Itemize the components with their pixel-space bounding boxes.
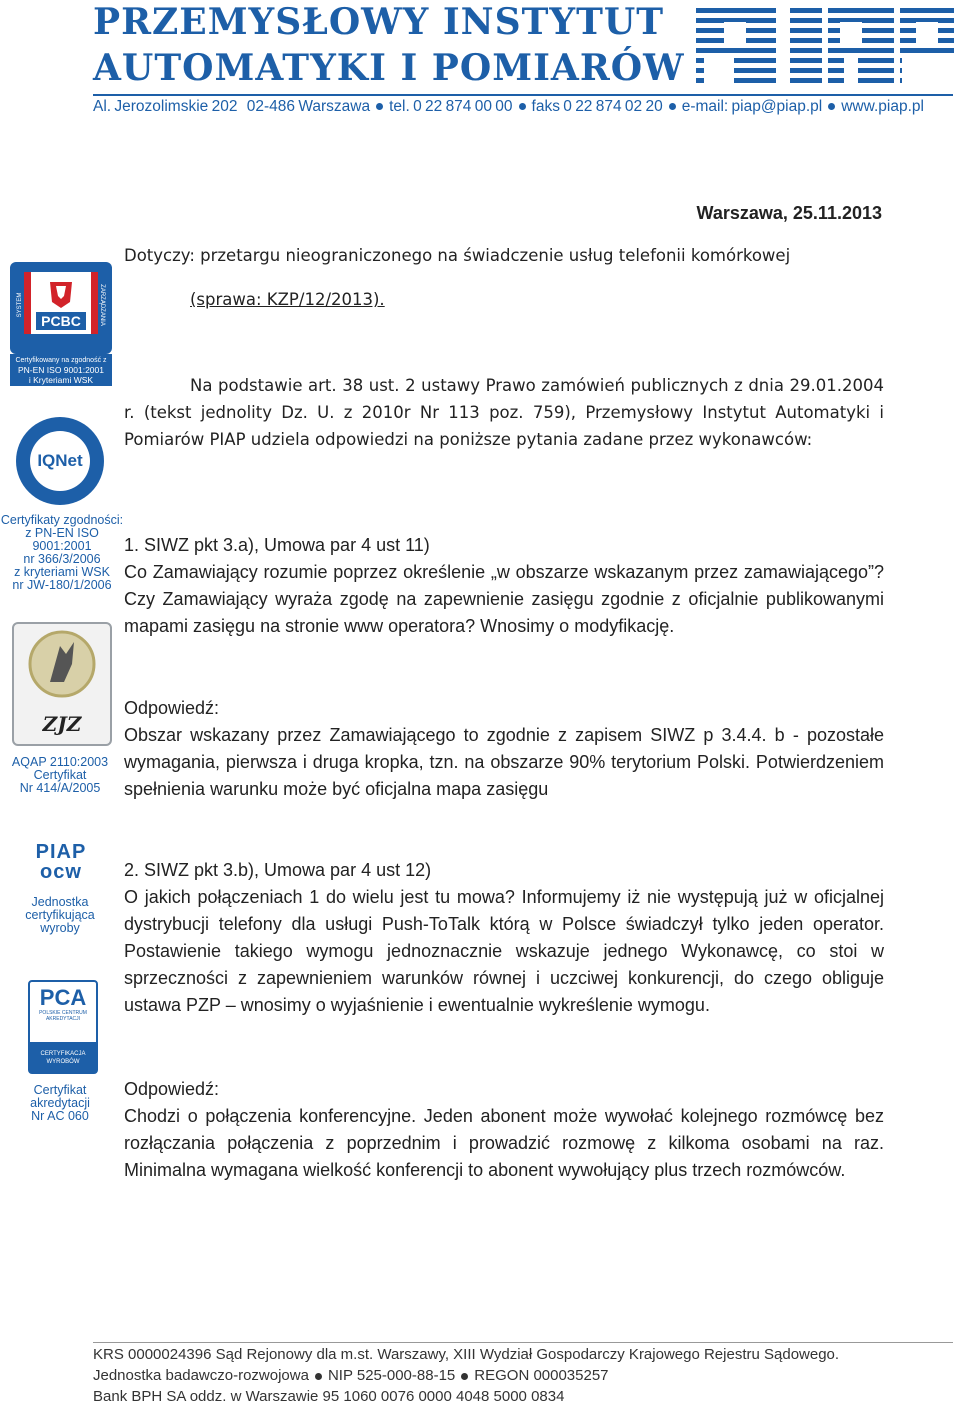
akred-line-2: akredytacji [30,1096,90,1110]
footer-nip: NIP 525-000-88-15 [327,1367,456,1384]
pcbc-caption-band [10,354,112,386]
pca-logo [28,980,98,1074]
akred-line-1: Certyfikat [33,1083,87,1097]
institute-name-line1: PRZEMYSŁOWY INSTYTUT [93,1,665,43]
cert-line-1: Certyfikaty zgodności: [0,513,124,527]
bullet-dot [461,1373,468,1380]
intro-paragraph: Na podstawie art. 38 ust. 2 ustawy Prawo zamówień publicznych z dnia 29.01.2004 r. (tekst jednolity Dz. U. z 2010r Nr 113 poz. 759), Przemysłowy Instytut Automatyki i Pomiarów PIAP udziela odpowiedzi na poniższe pytania zadane przez wykonawców: [124,376,884,449]
fax: faks 0 22 874 02 20 [531,98,663,115]
cert-line-5: nr JW-180/1/2006 [12,578,112,592]
jednostka-block [0,896,120,935]
pca-sub-2: AKREDYTACJI [45,1016,81,1022]
contact-line [93,98,924,116]
bullet-dot [669,103,676,110]
zjz-text: ZJZ [42,712,82,736]
aqap-line-1: AQAP 2110:2003 [11,755,109,769]
pcbc-side-left: SYSTEM [17,292,23,318]
akred-line-3: Nr AC 060 [31,1109,89,1123]
postal-code: 02-486 Warszawa [246,98,371,115]
piap-ocw-text-1: PIAP [35,841,87,863]
answer-1-text: Obszar wskazany przez Zamawiającego to zgodnie z zapisem SIWZ p 3.4.4. b - pozostałe wymagania, pierwsza i druga kropka, tzn. na obszarze 90% terytorium Polski. Potwierdzeniem spełnienia warunku może być oficjalna mapa zasięgu [124,725,884,799]
question-2-text: O jakich połączeniach 1 do wielu jest tu mowa? Informujemy iż nie występują już w oficjalnej dystrybucji telefony dla usługi Push-ToTalk którą w Polsce świadczył tylko jeden operator. Postawienie takiego wymogu jednoznacznie wskazuje jednego Wykonawcę, co stoi w sprzeczności z zapewnieniem warunków równej i uczciwej konkurencji, do czego obliguje ustawa PZP – wnosimy o wyjaśnienie i ewentualnie wykreślenie wymogu. [124,887,884,1015]
pcbc-side-right: ZARZĄDZANIA [99,284,105,326]
pcbc-caption-2: PN-EN ISO 9001:2001 [18,365,104,375]
subject-line-2: (sprawa: KZP/12/2013). [190,290,385,309]
jednostka-line-3: wyroby [40,921,80,935]
pcbc-logo [10,262,112,354]
aqap-line-2: Certyfikat [33,768,87,782]
bullet-dot [376,103,383,110]
piap-ocw-logo [28,842,94,886]
iqnet-logo [14,415,106,507]
iqnet-text: IQNet [37,451,83,470]
cert-line-4: z kryteriami WSK [14,565,110,579]
footer-rule [93,1342,953,1343]
footer-registration [93,1367,609,1384]
akredytacja-block [0,1084,120,1123]
jednostka-line-1: Jednostka [31,895,89,909]
bullet-dot [828,103,835,110]
question-1-text: Co Zamawiający rozumie poprzez określenie „w obszarze wskazanym przez zamawiającego”? Czy Zamawiający wyraża zgodę na zapewnienie zasięgu zgodnie z oficjalnie publikowanymi mapami zasięgu na stronie www operatora? Wnosimy o modyfikację. [124,562,884,636]
answer-1-label: Odpowiedź: [124,698,220,718]
answer-2-label: Odpowiedź: [124,1079,220,1099]
question-2-heading: 2. SIWZ pkt 3.b), Umowa par 4 ust 12) [124,860,432,880]
pcbc-caption-3: i Kryteriami WSK [28,375,94,385]
bullet-dot [315,1373,322,1380]
footer-bank: Bank BPH SA oddz. w Warszawie 95 1060 0076 0000 4048 5000 0834 [93,1388,565,1405]
answer-2-text: Chodzi o połączenia konferencyjne. Jeden abonent może wywołać kolejnego rozmówcę bez rozłączania połączenia z poprzednim i prowadzić rozmowę z kilkoma osobami na raz. Minimalna wymagana wielkość konferencji to abonent wywołujący plus trzech rozmówców. [124,1106,884,1180]
piap-ocw-text-2: ocw [40,861,82,883]
cert-line-3: nr 366/3/2006 [23,552,101,566]
address: Al. Jerozolimskie 202 [93,98,238,115]
pcbc-caption-1: Certyfikowany na zgodność z [15,357,107,364]
institute-name-line2: AUTOMATYKI I POMIARÓW [93,47,685,89]
subject-line-1: Dotyczy: przetargu nieograniczonego na świadczenie usług telefonii komórkowej [124,246,791,265]
pca-band [30,1042,96,1072]
cert-block [0,514,124,592]
pca-band-1: CERTYFIKACJA [40,1051,86,1057]
footer-krs: KRS 0000024396 Sąd Rejonowy dla m.st. Warszawy, XIII Wydział Gospodarczy Krajowego Rejestru Sądowego. [93,1346,840,1363]
aqap-block [0,756,120,795]
question-1-heading: 1. SIWZ pkt 3.a), Umowa par 4 ust 11) [124,535,430,555]
cert-line-2: z PN-EN ISO 9001:2001 [25,526,99,553]
header-rule [93,94,953,96]
pca-text: PCA [39,985,87,1010]
website-link[interactable]: www.piap.pl [841,98,924,115]
piap-logo [694,4,956,86]
footer-regon: REGON 000035257 [474,1367,609,1384]
letter-date: Warszawa, 25.11.2013 [696,203,882,223]
pca-sub-1: POLSKIE CENTRUM [39,1010,87,1016]
pcbc-text: PCBC [41,313,81,329]
zjz-logo [12,622,112,746]
jednostka-line-2: certyfikująca [25,908,95,922]
footer-unit-type: Jednostka badawczo-rozwojowa [93,1367,309,1384]
pca-band-2: WYROBÓW [46,1059,80,1065]
email-link[interactable]: e-mail: piap@piap.pl [681,98,823,115]
aqap-line-3: Nr 414/A/2005 [19,781,101,795]
telephone: tel. 0 22 874 00 00 [389,98,513,115]
bullet-dot [519,103,526,110]
